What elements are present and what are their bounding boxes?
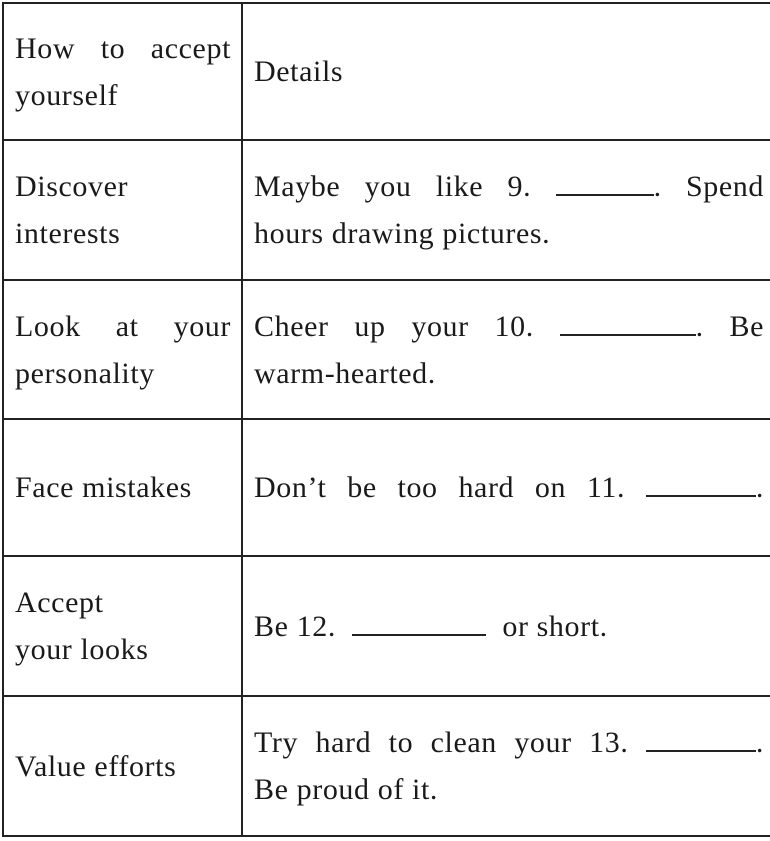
detail-text-after: . bbox=[755, 471, 764, 504]
way-cell bbox=[3, 696, 242, 836]
detail-line1 bbox=[254, 303, 764, 350]
way-label-line1: Accept bbox=[15, 586, 104, 619]
table-row bbox=[3, 419, 770, 556]
answer-blank-11 bbox=[646, 465, 756, 497]
detail-line1 bbox=[254, 719, 764, 766]
header-details: Details bbox=[254, 55, 344, 88]
detail-line2: warm-hearted. bbox=[254, 356, 436, 390]
way-label-line2: personality bbox=[15, 356, 155, 390]
detail-text-after: . Be bbox=[695, 309, 764, 343]
way-label-line1: Face mistakes bbox=[15, 471, 192, 504]
detail-text-after: . bbox=[755, 726, 764, 759]
way-cell bbox=[3, 140, 242, 280]
table-row bbox=[3, 556, 770, 696]
table-row bbox=[3, 696, 770, 836]
detail-text-before: Cheer up your 10. bbox=[254, 309, 534, 343]
table-header-row bbox=[3, 3, 770, 140]
way-label-line1: Look at your bbox=[15, 309, 231, 343]
header-cell-how-to bbox=[3, 3, 242, 140]
detail-text-before: Don’t be too hard on 11. bbox=[254, 471, 626, 504]
worksheet bbox=[2, 2, 766, 835]
detail-cell bbox=[242, 696, 770, 836]
answer-blank-10 bbox=[560, 304, 696, 336]
way-label-line1: Discover bbox=[15, 170, 129, 203]
detail-line1 bbox=[254, 610, 608, 643]
way-cell bbox=[3, 419, 242, 556]
answer-blank-12 bbox=[352, 604, 486, 636]
detail-cell bbox=[242, 280, 770, 419]
header-how-to-line2: yourself bbox=[15, 78, 119, 112]
detail-text-before: Be 12. bbox=[254, 609, 336, 643]
way-cell bbox=[3, 280, 242, 419]
way-label-line2: your looks bbox=[15, 633, 149, 666]
detail-line2: Be proud of it. bbox=[254, 773, 438, 806]
blank-group bbox=[646, 726, 764, 759]
detail-text-after: or short. bbox=[502, 609, 608, 643]
header-how-to-line1: How to accept bbox=[15, 31, 231, 65]
detail-cell bbox=[242, 419, 770, 556]
table-row bbox=[3, 280, 770, 419]
way-label-line2: interests bbox=[15, 217, 121, 250]
detail-text-before: Try hard to clean your 13. bbox=[254, 726, 629, 759]
answer-blank-13 bbox=[646, 720, 756, 752]
answer-blank-9 bbox=[556, 164, 654, 196]
header-cell-details bbox=[242, 3, 770, 140]
blank-group bbox=[646, 471, 764, 504]
detail-line1 bbox=[254, 464, 764, 511]
detail-cell bbox=[242, 140, 770, 280]
detail-line1 bbox=[254, 163, 764, 210]
detail-cell bbox=[242, 556, 770, 696]
detail-text-before: Maybe you like 9. bbox=[254, 170, 532, 203]
detail-text-after: . Spend bbox=[653, 170, 764, 203]
table-row bbox=[3, 140, 770, 280]
way-label-line1: Value efforts bbox=[15, 749, 177, 783]
way-cell bbox=[3, 556, 242, 696]
detail-line2: hours drawing pictures. bbox=[254, 217, 551, 250]
accept-yourself-table bbox=[2, 2, 770, 837]
